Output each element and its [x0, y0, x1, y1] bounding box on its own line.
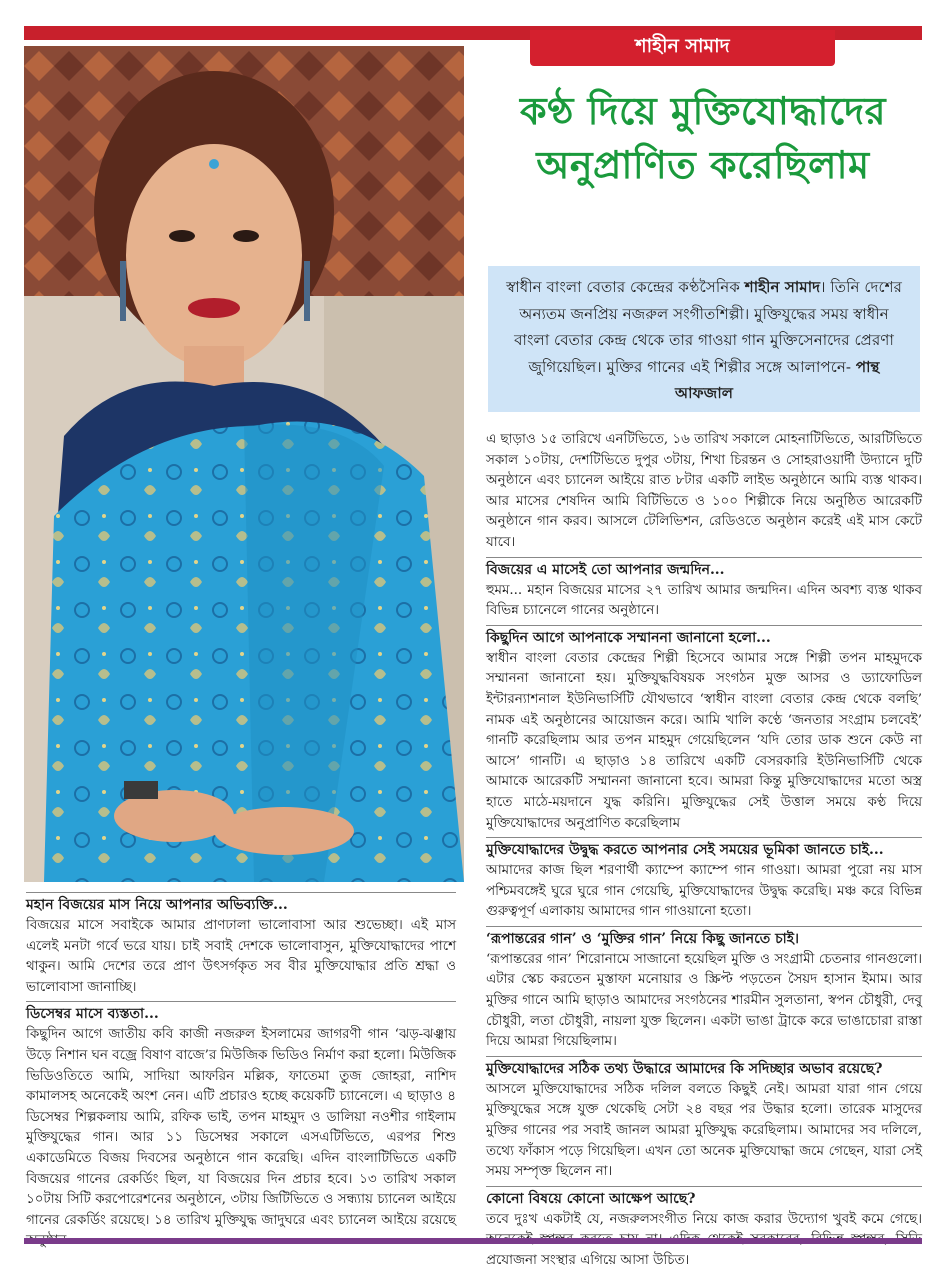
intro-name: শাহীন সামাদ [744, 278, 821, 296]
question-heading: ‘রূপান্তরের গান’ ও ‘মুক্তির গান’ নিয়ে কিছু জানতে চাই। [486, 926, 922, 950]
byline-badge: শাহীন সামাদ [530, 30, 835, 66]
question-heading: মুক্তিযোদ্ধাদের সঠিক তথ্য উদ্ধারে আমাদের কি সদিচ্ছার অভাব রয়েছে? [486, 1056, 922, 1080]
intro-text-2: । তিনি দেশের অন্যতম জনপ্রিয় নজরুল সংগীতশিল্পী। মুক্তিযুদ্ধের সময় স্বাধীন বাংলা বেতার কেন্দ্র থেকে তার গাওয়া গান মুক্তিসেনাদের প্রেরণা জুগিয়েছিল। মুক্তির গানের এই শিল্পীর সঙ্গে আলাপনে- [514, 278, 902, 376]
headline-line-1: কণ্ঠ দিয়ে মুক্তিযোদ্ধাদের [520, 89, 886, 133]
article-column-left [26, 890, 456, 1255]
intro-text-1: স্বাধীন বাংলা বেতার কেন্দ্রের কণ্ঠসৈনিক [506, 278, 745, 296]
bottom-rule [24, 1238, 922, 1244]
question-heading: বিজয়ের এ মাসেই তো আপনার জন্মদিন... [486, 557, 922, 581]
article-column-right [486, 430, 922, 1275]
headline-line-2: অনুপ্রাণিত করেছিলাম [536, 143, 870, 187]
question-heading: কিছুদিন আগে আপনাকে সম্মাননা জানানো হলো... [486, 625, 922, 649]
answer-paragraph: আসলে মুক্তিযোদ্ধাদের সঠিক দলিল বলতে কিছুই নেই। আমরা যারা গান গেয়ে মুক্তিযুদ্ধের সঙ্গে যুক্ত থেকেছি সেটা ২৪ বছর পর উদ্ধার হলো। তারেক মাসুদের মুক্তির গানের পর সবাই জানল আমরা মুক্তিযুদ্ধ করেছিলাম। আমাদের সব দলিলে, তথ্যে ফাঁকাস পড়ে গিয়েছিল। এখন তো অনেক মুক্তিযোদ্ধা জমে গেছেন, যারা সেই সময় সম্পৃক্ত ছিলেন না। [486, 1081, 922, 1180]
question-heading: মুক্তিযোদ্ধাদের উদ্বুদ্ধ করতে আপনার সেই সময়ের ভূমিকা জানতে চাই... [486, 837, 922, 861]
intro-interviewer: পান্থ আফজাল [674, 357, 880, 402]
question-heading: ডিসেম্বর মাসে ব্যস্ততা... [26, 1001, 456, 1025]
answer-paragraph: স্বাধীন বাংলা বেতার কেন্দ্রের শিল্পী হিসেবে আমার সঙ্গে শিল্পী তপন মাহমুদকে সম্মাননা জানানো হয়। মুক্তিযুদ্ধবিষয়ক সংগঠন মুক্ত আসর ও ড্যাফোডিল ইন্টারন্যাশনাল ইউনিভার্সিটি যৌথভাবে ‘স্বাধীন বাংলা বেতার কেন্দ্র থেকে বলছি’ নামক এই অনুষ্ঠানের আয়োজন করে। আমি খালি কণ্ঠে ‘জনতার সংগ্রাম চলবেই’ গানটি করেছিলাম আর তপন মাহমুদ গেয়েছিলেন ‘যদি তোর ডাক শুনে কেউ না আসে’ গানটি। এ ছাড়াও ১৪ তারিখে একটি বেসরকারি ইউনিভার্সিটি থেকে আমাকে আরেকটি সম্মাননা জানানো হবে। আমরা কিন্তু মুক্তিযোদ্ধাদের মতো অস্ত্র হাতে মাঠে-ময়দানে যুদ্ধ করিনি। মুক্তিযুদ্ধের সেই উত্তাল সময়ে কণ্ঠ দিয়ে মুক্তিযোদ্ধাদের অনুপ্রাণিত করেছিলাম [486, 650, 922, 831]
headline [488, 84, 918, 192]
question-heading: মহান বিজয়ের মাস নিয়ে আপনার অভিব্যক্তি... [26, 892, 456, 916]
answer-paragraph: তবে দুঃখ একটাই যে, নজরুলসংগীত নিয়ে কাজ করার উদ্যোগ খুবই কমে গেছে। প্রযোজনা সংস্থার এগিয়ে আসা উচিত। [486, 1211, 922, 1268]
answer-paragraph: আমাদের কাজ ছিল শরণার্থী ক্যাম্পে ক্যাম্পে গান গাওয়া। আমরা পুরো নয় মাস পশ্চিমবঙ্গেই ঘুরে ঘুরে গান গেয়েছি, মুক্তিযোদ্ধাদের উদ্বুদ্ধ করেছি। মঞ্চ করে বিভিন্ন গুরুত্বপূর্ণ এলাকায় আমাদের গান গাওয়ানো হতো। [486, 863, 922, 920]
intro-box [488, 266, 920, 412]
portrait-photo [24, 46, 464, 882]
answer-paragraph: বিজয়ের মাসে সবাইকে আমার প্রাণঢালা ভালোবাসা আর শুভেচ্ছা। এই মাস এলেই মনটা গর্বে ভরে যায়। চাই সবাই দেশকে ভালোবাসুন, মুক্তিযোদ্ধাদের পাশে থাকুন। আমি দেশের তরে প্রাণ উৎসর্গকৃত সব বীর মুক্তিযোদ্ধার প্রতি শ্রদ্ধা ও ভালোবাসা জানাচ্ছি। [26, 918, 456, 995]
answer-paragraph: হুমম... মহান বিজয়ের মাসের ২৭ তারিখ আমার জন্মদিন। এদিন অবশ্য ব্যস্ত থাকব বিভিন্ন চ্যানেলে গানের অনুষ্ঠানে। [486, 582, 922, 619]
question-heading: কোনো বিষয়ে কোনো আক্ষেপ আছে? [486, 1186, 922, 1210]
answer-paragraph: ‘রূপান্তরের গান’ শিরোনামে সাজানো হয়েছিল মুক্তি ও সংগ্রামী চেতনার গানগুলো। এটার স্কেচ করতেন মুস্তাফা মনোয়ার ও স্ক্রিপ্ট পড়তেন সৈয়দ হাসান ইমাম। আর মুক্তির গানে আমি ছাড়াও আমাদের সংগঠনের শারমীন সুলতানা, স্বপন চৌধুরী, দেবু চৌধুরী, লতা চৌধুরী, নায়লা যুক্ত ছিলেন। একটা ভাঙা ট্রাকে করে ভাঙাচোরা রাস্তা দিয়ে আমরা গিয়েছিলাম। [486, 951, 922, 1050]
answer-paragraph: এ ছাড়াও ১৫ তারিখে এনটিভিতে, ১৬ তারিখ সকালে মোহনাটিভিতে, আরটিভিতে সকাল ১০টায়, দেশটিভিতে দুপুর ৩টায়, শিখা চিরন্তন ও সোহরাওয়ার্দী উদ্যানে দুটি অনুষ্ঠানে এবং চ্যানেল আইয়ে রাত ৮টার একটি লাইভ অনুষ্ঠানে আমি ব্যস্ত থাকব। আর মাসের শেষদিন আমি বিটিভিতে ও ১০০ শিল্পীকে নিয়ে অনুষ্ঠিত আরেকটি অনুষ্ঠানে গান করব। আসলে টেলিভিশন, রেডিওতে অনুষ্ঠান করেই এই মাস কেটে যাবে। [486, 432, 922, 550]
answer-paragraph: কিছুদিন আগে জাতীয় কবি কাজী নজরুল ইসলামের জাগরণী গান ‘ঝড়-ঝঞ্ঝায় উড়ে নিশান ঘন বজ্রে বিষাণ বাজে’র মিউজিক ভিডিও নির্মাণ করা হলো। মিউজিক ভিডিওতিতে আমি, সাদিয়া আফরিন মল্লিক, ফাতেমা তুজ জোহরা, নাশিদ কামালসহ অনেকেই অংশ নেন। এটি প্রচারও হচ্ছে কয়েকটি চ্যানেলে। এ ছাড়াও ৪ ডিসেম্বর শিল্পকলায় আমি, রফিক ভাই, তপন মাহমুদ ও ডালিয়া নওশীর গাইলাম মুক্তিযুদ্ধের গান। আর ১১ ডিসেম্বর সকালে এসএটিভিতে, এরপর শিশু একাডেমিতে বিজয় দিবসের অনুষ্ঠানে গান করেছি। এদিন বাংলাটিভিতে একটি বিজয়ের গানের রেকর্ডিং ছিল, যা বিজয়ের দিন প্রচার হবে। ১৩ তারিখ সকাল ১০টায় সিটি করপোরেশনের অনুষ্ঠানে, ৩টায় জিটিভিতে ও সন্ধ্যায় চ্যানেল আইয়ে গানের রেকর্ডিং রয়েছে। ১৪ তারিখ মুক্তিযুদ্ধ জাদুঘরে এবং চ্যানেল আইয়ে রয়েছে [26, 1027, 456, 1228]
